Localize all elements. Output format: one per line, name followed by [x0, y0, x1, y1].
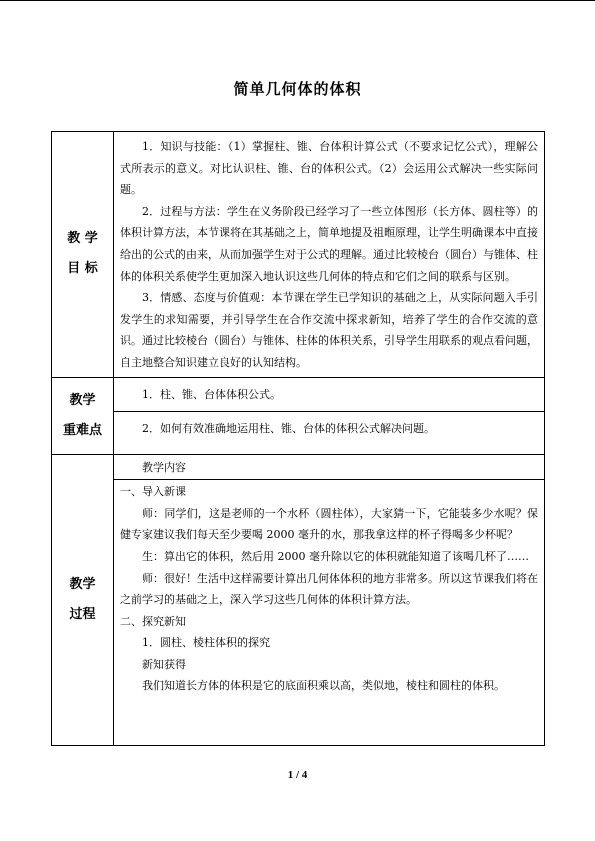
document-title: 简单几何体的体积: [233, 80, 362, 98]
process-row: [52, 454, 545, 745]
difficulty-row: [52, 377, 545, 454]
difficulty-item-1: 1．柱、锥、台体体积公式。: [142, 387, 281, 401]
process-label: [52, 454, 114, 745]
teacher-line-1: 师：同学们，这是老师的一个水杯（圆柱体），大家猜一下，它能装多少水呢？保健专家建议我们每天至少要喝 2000 毫升的水，那我拿这样的杯子得喝多少杯呢？: [120, 506, 538, 542]
page-number: 1 / 4: [287, 769, 308, 781]
new-knowledge-label: 新知获得: [142, 657, 186, 671]
goal-knowledge: 1．知识与技能：（1）掌握柱、锥、台体积计算公式（不要求记忆公式），理解公式所表示的意义。对比认识柱、锥、台的体积公式。（2）会运用公式解决一些实际问题。: [120, 140, 538, 197]
goals-label-line2: 目 标: [67, 261, 98, 277]
goals-label-line1: 教 学: [67, 231, 98, 247]
new-knowledge-text: 我们知道长方体的体积是它的底面积乘以高，类似地，棱柱和圆柱的体积。: [142, 679, 505, 693]
teacher-line-2: 师：很好！生活中这样需要计算出几何体体积的地方非常多。所以这节课我们将在之前学习的基础之上，深入学习这些几何体的体积计算方法。: [120, 571, 538, 607]
subsection-cylinder-prism: 1．圆柱、棱柱体积的探究: [142, 636, 270, 650]
process-header: 教学内容: [142, 460, 186, 474]
goal-attitude: 3．情感、态度与价值观：本节课在学生已学知识的基础之上，从实际问题入手引发学生的求知需要，并引导学生在合作交流中探求新知，培养了学生的合作交流的意识。通过比较棱台（圆台）与锥体、柱体的体积关系，引导学生用联系的观点看问题，自主地整合知识建立良好的认知结构。: [120, 291, 538, 369]
goals-label: [52, 132, 114, 378]
section-intro-heading: 一、导入新课: [120, 485, 186, 499]
goal-process: 2．过程与方法：学生在义务阶段已经学习了一些立体图形（长方体、圆柱等）的体积计算方法，本节课将在其基础之上，简单地提及祖暅原理，让学生明确课本中直接给出的公式的由来，从而加强学生对于公式的理解。通过比较棱台（圆台）与锥体、柱体的体积关系使学生更加深入地认识这些几何体的特点和它们之间的联系与区别。: [120, 204, 538, 283]
process-label-line1: 教学: [69, 576, 96, 592]
process-content: [114, 454, 545, 745]
goals-content: [114, 132, 545, 378]
difficulty-content: [114, 377, 545, 454]
difficulty-label-line1: 教学: [69, 392, 96, 408]
lesson-plan-table: [51, 131, 545, 746]
difficulty-label-line2: 重难点: [62, 422, 102, 438]
top-rule: [0, 0, 595, 1]
goals-row: [52, 132, 545, 378]
student-line-1: 生：算出它的体积，然后用 2000 毫升除以它的体积就能知道了该喝几杯了……: [142, 549, 529, 563]
difficulty-label: [52, 377, 114, 454]
section-explore-heading: 二、探究新知: [120, 614, 186, 628]
difficulty-item-2: 2．如何有效准确地运用柱、锥、台体的体积公式解决问题。: [142, 422, 435, 436]
process-label-line2: 过程: [69, 606, 96, 622]
